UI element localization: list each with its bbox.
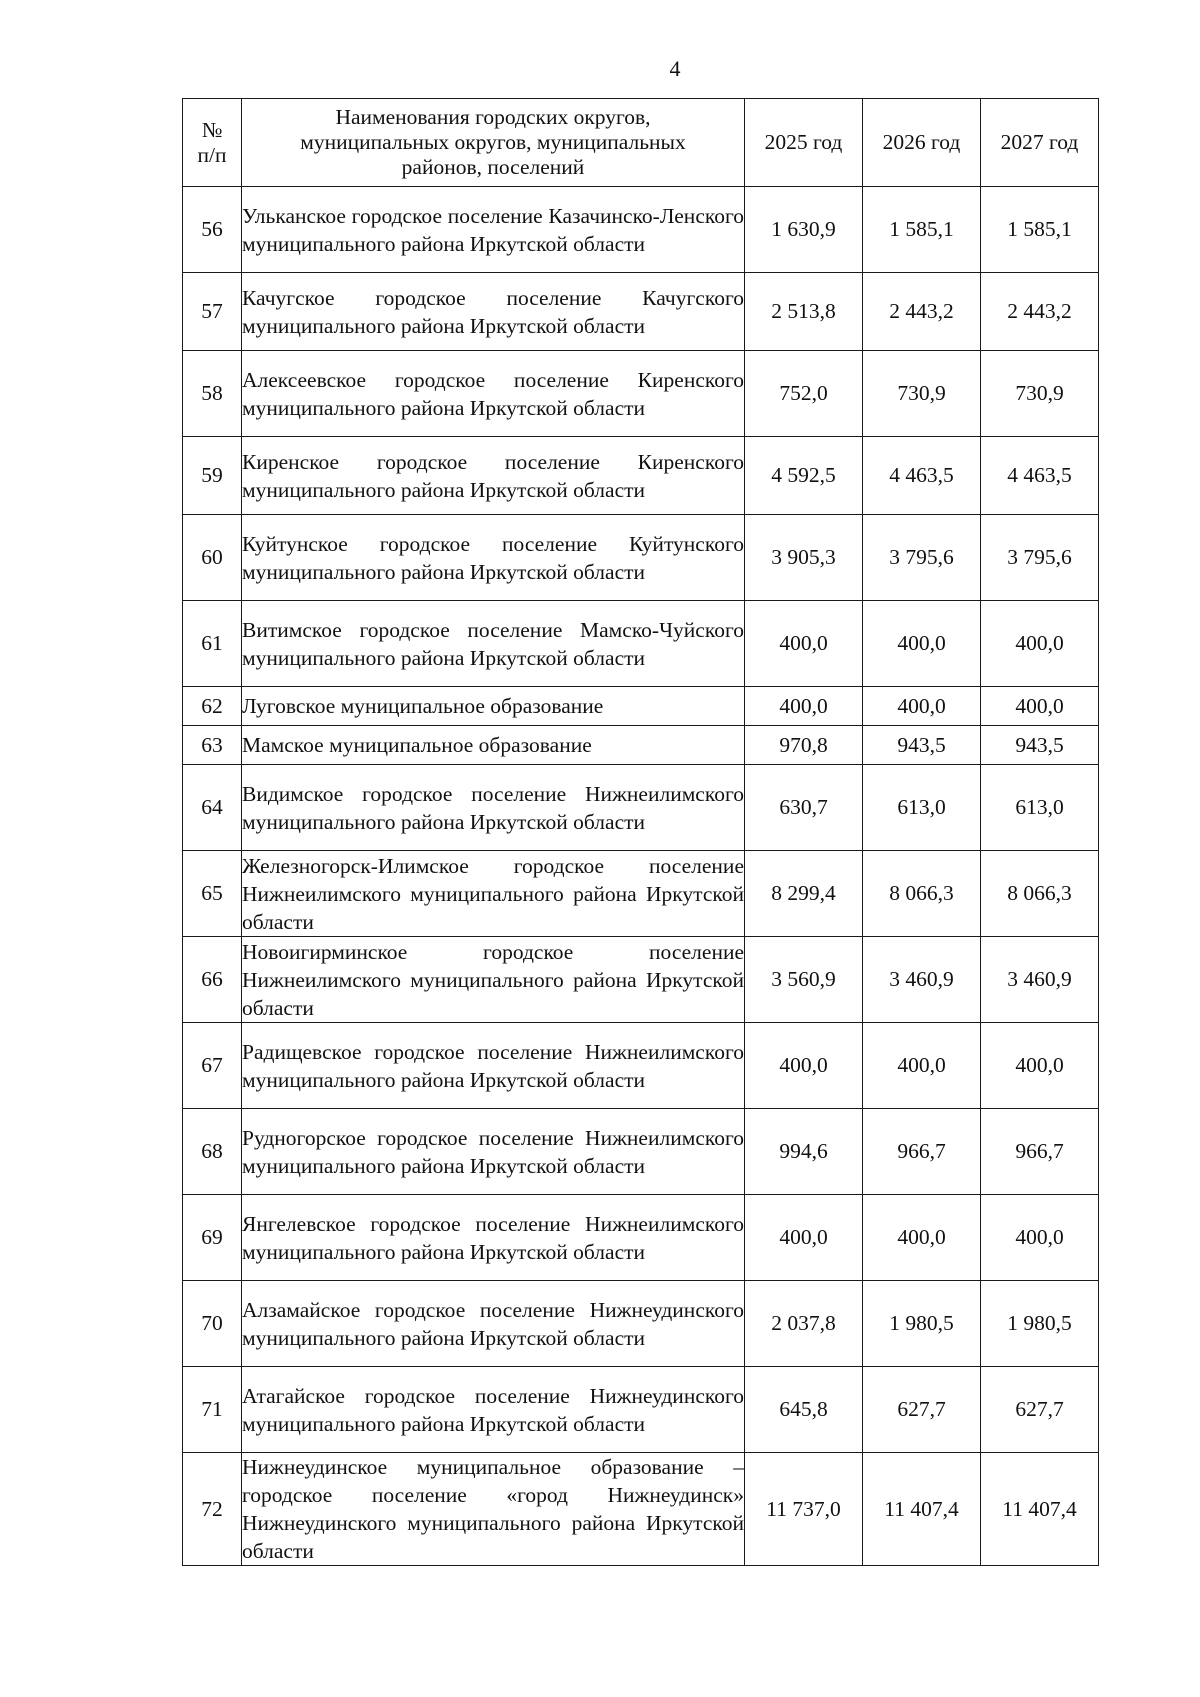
row-value-2025: 400,0 xyxy=(745,1023,863,1109)
row-value-2025: 400,0 xyxy=(745,1195,863,1281)
row-value-2026: 4 463,5 xyxy=(863,437,981,515)
row-name: Качугское городское поселение Качугского муниципального района Иркутской области xyxy=(242,273,745,351)
header-number-abbr: п/п xyxy=(197,142,227,167)
row-name: Рудногорское городское поселение Нижнеилимского муниципального района Иркутской области xyxy=(242,1109,745,1195)
row-value-2026: 8 066,3 xyxy=(863,851,981,937)
header-name-line: районов, поселений xyxy=(401,155,585,179)
row-number: 69 xyxy=(183,1195,242,1281)
header-year-2027: 2027 год xyxy=(981,99,1099,187)
row-name: Нижнеудинское муниципальное образование – городское поселение «город Нижнеудинск» Нижнеудинского муниципального района Иркутской области xyxy=(242,1453,745,1566)
row-name: Железногорск-Илимское городское поселение Нижнеилимского муниципального района Иркутской области xyxy=(242,851,745,937)
row-value-2025: 400,0 xyxy=(745,687,863,726)
row-number: 64 xyxy=(183,765,242,851)
row-value-2025: 8 299,4 xyxy=(745,851,863,937)
header-number-sign: № xyxy=(201,117,223,142)
row-value-2025: 1 630,9 xyxy=(745,187,863,273)
row-value-2027: 943,5 xyxy=(981,726,1099,765)
row-number: 66 xyxy=(183,937,242,1023)
row-value-2027: 4 463,5 xyxy=(981,437,1099,515)
header-name-line: Наименования городских округов, xyxy=(335,105,651,129)
page-number: 4 xyxy=(669,56,681,81)
row-name: Куйтунское городское поселение Куйтунского муниципального района Иркутской области xyxy=(242,515,745,601)
table-row xyxy=(183,687,1099,726)
row-number: 57 xyxy=(183,273,242,351)
row-value-2025: 3 560,9 xyxy=(745,937,863,1023)
table-row xyxy=(183,1195,1099,1281)
row-number: 61 xyxy=(183,601,242,687)
row-value-2026: 400,0 xyxy=(863,687,981,726)
table-row xyxy=(183,187,1099,273)
row-number: 70 xyxy=(183,1281,242,1367)
header-number xyxy=(183,99,242,187)
header-year-2025: 2025 год xyxy=(745,99,863,187)
row-value-2027: 613,0 xyxy=(981,765,1099,851)
row-value-2026: 627,7 xyxy=(863,1367,981,1453)
row-value-2027: 1 585,1 xyxy=(981,187,1099,273)
row-number: 62 xyxy=(183,687,242,726)
row-name: Луговское муниципальное образование xyxy=(242,687,745,726)
table-row xyxy=(183,1023,1099,1109)
row-number: 72 xyxy=(183,1453,242,1566)
row-number: 71 xyxy=(183,1367,242,1453)
table-row xyxy=(183,937,1099,1023)
row-value-2026: 613,0 xyxy=(863,765,981,851)
table-row xyxy=(183,1367,1099,1453)
row-name: Новоигирминское городское поселение Нижнеилимского муниципального района Иркутской области xyxy=(242,937,745,1023)
row-value-2027: 966,7 xyxy=(981,1109,1099,1195)
row-name: Витимское городское поселение Мамско-Чуйского муниципального района Иркутской области xyxy=(242,601,745,687)
row-value-2026: 2 443,2 xyxy=(863,273,981,351)
row-value-2027: 11 407,4 xyxy=(981,1453,1099,1566)
row-value-2026: 400,0 xyxy=(863,1195,981,1281)
row-value-2025: 2 037,8 xyxy=(745,1281,863,1367)
row-value-2026: 400,0 xyxy=(863,601,981,687)
row-value-2027: 1 980,5 xyxy=(981,1281,1099,1367)
header-name xyxy=(242,99,745,187)
row-value-2025: 630,7 xyxy=(745,765,863,851)
row-value-2025: 3 905,3 xyxy=(745,515,863,601)
row-value-2027: 400,0 xyxy=(981,1195,1099,1281)
table-row xyxy=(183,851,1099,937)
row-name: Алексеевское городское поселение Киренского муниципального района Иркутской области xyxy=(242,351,745,437)
table-row xyxy=(183,1453,1099,1566)
row-value-2026: 11 407,4 xyxy=(863,1453,981,1566)
row-value-2027: 400,0 xyxy=(981,1023,1099,1109)
row-value-2025: 645,8 xyxy=(745,1367,863,1453)
row-value-2025: 970,8 xyxy=(745,726,863,765)
table-row xyxy=(183,1109,1099,1195)
row-value-2025: 400,0 xyxy=(745,601,863,687)
table-row xyxy=(183,1281,1099,1367)
row-value-2026: 3 460,9 xyxy=(863,937,981,1023)
row-value-2027: 730,9 xyxy=(981,351,1099,437)
row-number: 68 xyxy=(183,1109,242,1195)
table-row xyxy=(183,765,1099,851)
row-name: Атагайское городское поселение Нижнеудинского муниципального района Иркутской области xyxy=(242,1367,745,1453)
row-number: 65 xyxy=(183,851,242,937)
row-name: Мамское муниципальное образование xyxy=(242,726,745,765)
row-value-2026: 943,5 xyxy=(863,726,981,765)
row-number: 60 xyxy=(183,515,242,601)
row-value-2026: 1 585,1 xyxy=(863,187,981,273)
table-row xyxy=(183,726,1099,765)
row-value-2027: 2 443,2 xyxy=(981,273,1099,351)
row-value-2027: 8 066,3 xyxy=(981,851,1099,937)
row-number: 67 xyxy=(183,1023,242,1109)
row-value-2027: 3 795,6 xyxy=(981,515,1099,601)
row-number: 59 xyxy=(183,437,242,515)
row-value-2027: 400,0 xyxy=(981,687,1099,726)
row-value-2026: 1 980,5 xyxy=(863,1281,981,1367)
row-value-2026: 966,7 xyxy=(863,1109,981,1195)
row-value-2026: 400,0 xyxy=(863,1023,981,1109)
row-value-2026: 3 795,6 xyxy=(863,515,981,601)
row-value-2027: 400,0 xyxy=(981,601,1099,687)
row-value-2025: 2 513,8 xyxy=(745,273,863,351)
row-name: Янгелевское городское поселение Нижнеилимского муниципального района Иркутской области xyxy=(242,1195,745,1281)
table-header-row xyxy=(183,99,1099,187)
row-value-2025: 11 737,0 xyxy=(745,1453,863,1566)
budget-table xyxy=(182,98,1099,1566)
row-value-2025: 752,0 xyxy=(745,351,863,437)
header-year-2026: 2026 год xyxy=(863,99,981,187)
table-row xyxy=(183,437,1099,515)
row-value-2025: 994,6 xyxy=(745,1109,863,1195)
table-row xyxy=(183,601,1099,687)
table-row xyxy=(183,515,1099,601)
row-value-2026: 730,9 xyxy=(863,351,981,437)
row-number: 58 xyxy=(183,351,242,437)
row-name: Радищевское городское поселение Нижнеилимского муниципального района Иркутской области xyxy=(242,1023,745,1109)
header-name-line: муниципальных округов, муниципальных xyxy=(300,130,686,154)
row-value-2027: 3 460,9 xyxy=(981,937,1099,1023)
row-name: Видимское городское поселение Нижнеилимского муниципального района Иркутской области xyxy=(242,765,745,851)
row-name: Киренское городское поселение Киренского муниципального района Иркутской области xyxy=(242,437,745,515)
row-number: 63 xyxy=(183,726,242,765)
row-name: Алзамайское городское поселение Нижнеудинского муниципального района Иркутской области xyxy=(242,1281,745,1367)
row-number: 56 xyxy=(183,187,242,273)
row-name: Ульканское городское поселение Казачинско-Ленского муниципального района Иркутской области xyxy=(242,187,745,273)
table-row xyxy=(183,273,1099,351)
row-value-2025: 4 592,5 xyxy=(745,437,863,515)
row-value-2027: 627,7 xyxy=(981,1367,1099,1453)
table-row xyxy=(183,351,1099,437)
